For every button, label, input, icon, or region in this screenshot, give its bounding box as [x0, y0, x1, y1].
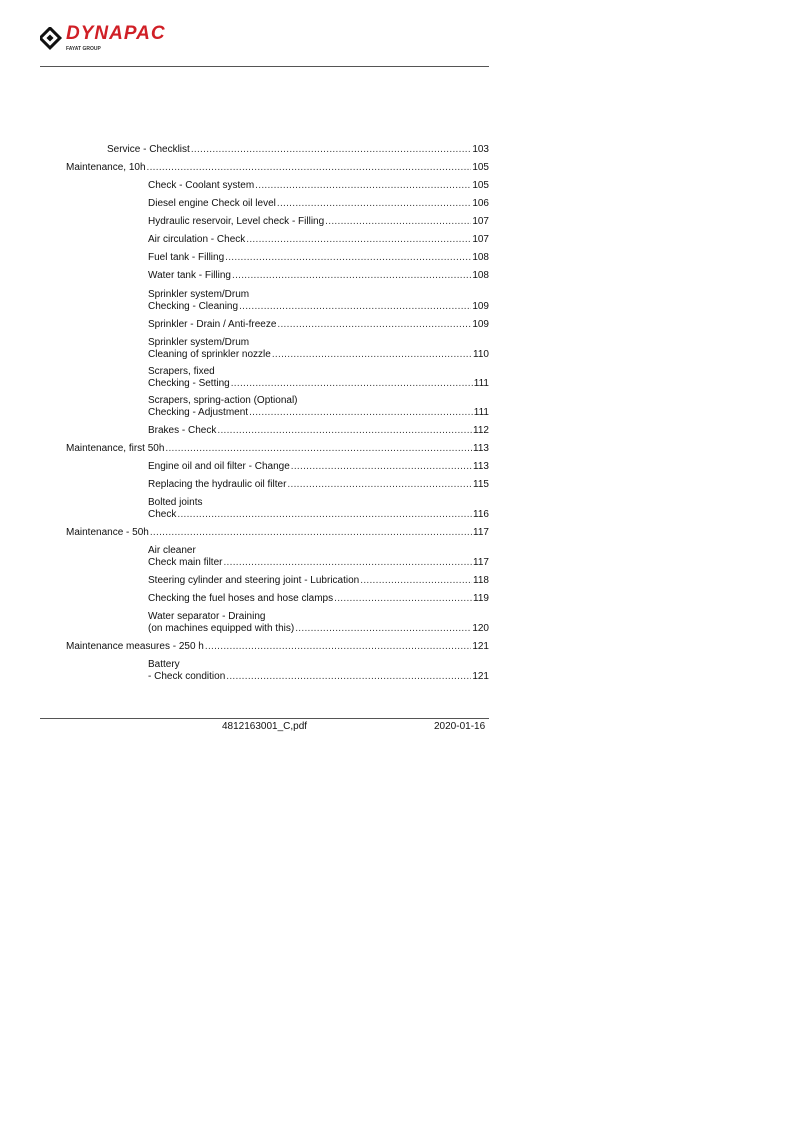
- toc-entry-title: Steering cylinder and steering joint - Lubrication: [148, 575, 360, 586]
- toc-page-number: 108: [472, 252, 489, 263]
- toc-entry-row: [148, 575, 489, 587]
- dot-leader: [147, 162, 472, 174]
- toc-entry[interactable]: [148, 252, 489, 264]
- toc-entry-row: [66, 527, 489, 539]
- toc-page-number: 103: [472, 144, 489, 155]
- toc-entry-row: [107, 144, 489, 156]
- dot-leader: [150, 527, 472, 539]
- brand-name: DYNAPAC: [66, 23, 166, 44]
- toc-entry-title: Maintenance, first 50h: [66, 443, 165, 454]
- dot-leader: [249, 407, 473, 419]
- footer-filename: 4812163001_C,pdf: [222, 721, 308, 732]
- toc-entry[interactable]: [148, 611, 489, 634]
- toc-entry-title: Air circulation - Check: [148, 234, 246, 245]
- toc-entry-title: Check - Coolant system: [148, 180, 255, 191]
- toc-entry-row: [148, 319, 489, 331]
- toc-entry-title: Checking - Adjustment: [148, 406, 249, 418]
- toc-entry-row: [148, 671, 489, 683]
- dot-leader: [277, 198, 471, 210]
- toc-page-number: 118: [473, 575, 489, 586]
- toc-page-number: 107: [472, 216, 489, 227]
- toc-entry[interactable]: [148, 395, 489, 418]
- toc-entry-row: [148, 270, 489, 282]
- toc-entry[interactable]: [148, 593, 489, 605]
- dot-leader: [239, 301, 471, 313]
- toc-page-number: 107: [472, 234, 489, 245]
- dot-leader: [191, 144, 472, 156]
- toc-entry-title-line: Water separator - Draining: [148, 611, 266, 622]
- toc-entry[interactable]: [66, 641, 489, 653]
- toc-entry-title: Water tank - Filling: [148, 270, 231, 281]
- toc-entry[interactable]: [66, 527, 489, 539]
- toc-entry-row: [66, 162, 489, 174]
- toc-page-number: 108: [472, 270, 489, 281]
- toc-entry-title: Fuel tank - Filling: [148, 252, 225, 263]
- toc-entry-title-line: Scrapers, fixed: [148, 366, 215, 377]
- toc-page-number: 121: [472, 641, 489, 652]
- toc-entry-title: Service - Checklist: [107, 144, 190, 155]
- toc-page-number: 113: [473, 461, 489, 472]
- toc-entry-title: Replacing the hydraulic oil filter: [148, 479, 287, 490]
- toc-entry-title: Check main filter: [148, 556, 223, 568]
- toc-entry[interactable]: [107, 144, 489, 156]
- toc-entry[interactable]: [148, 337, 489, 360]
- toc-entry[interactable]: [148, 270, 489, 282]
- dot-leader: [255, 180, 471, 192]
- dot-leader: [165, 443, 472, 455]
- toc-entry-title-line: Scrapers, spring-action (Optional): [148, 395, 298, 406]
- toc-entry-title: Maintenance, 10h: [66, 162, 146, 173]
- toc-page-number: 116: [473, 508, 489, 520]
- toc-entry-row: [148, 378, 489, 390]
- toc-entry[interactable]: [66, 162, 489, 174]
- toc-page-number: 117: [473, 556, 489, 568]
- toc-entry[interactable]: [148, 497, 489, 520]
- footer-rule: [40, 718, 489, 719]
- brand-subtitle: FAYAT GROUP: [66, 46, 101, 52]
- dot-leader: [272, 349, 472, 361]
- toc-entry-title: Cleaning of sprinkler nozzle: [148, 348, 271, 360]
- toc-entry-row: [148, 180, 489, 192]
- dot-leader: [232, 270, 471, 282]
- dot-leader: [231, 378, 473, 390]
- toc-page-number: 109: [472, 300, 489, 312]
- toc-entry-title: Checking the fuel hoses and hose clamps: [148, 593, 334, 604]
- dot-leader: [226, 671, 471, 683]
- toc-entry-row: [148, 623, 489, 635]
- toc-entry-row: [148, 479, 489, 491]
- dot-leader: [217, 425, 472, 437]
- toc-entry-title: Checking - Setting: [148, 377, 230, 389]
- toc-entry[interactable]: [148, 216, 489, 228]
- toc-entry-row: [148, 407, 489, 419]
- toc-page-number: 110: [473, 348, 489, 360]
- toc-entry-title: Maintenance measures - 250 h: [66, 641, 204, 652]
- toc-entry-title: Maintenance - 50h: [66, 527, 149, 538]
- toc-entry-title: (on machines equipped with this): [148, 622, 295, 634]
- toc-entry-row: [148, 234, 489, 246]
- toc-page-number: 105: [472, 162, 489, 173]
- toc-entry[interactable]: [148, 461, 489, 473]
- dot-leader: [205, 641, 471, 653]
- toc-entry[interactable]: [148, 234, 489, 246]
- toc-entry[interactable]: [148, 366, 489, 389]
- toc-entry[interactable]: [148, 198, 489, 210]
- toc-entry[interactable]: [148, 575, 489, 587]
- dot-leader: [291, 461, 472, 473]
- toc-entry[interactable]: [148, 545, 489, 568]
- toc-entry-title-line: Battery: [148, 659, 180, 670]
- dot-leader: [225, 252, 471, 264]
- toc-entry-row: [148, 593, 489, 605]
- toc-entry-row: [148, 301, 489, 313]
- dot-leader: [177, 509, 472, 521]
- toc-entry-title-line: Air cleaner: [148, 545, 196, 556]
- dot-leader: [246, 234, 471, 246]
- toc-entry-row: [148, 198, 489, 210]
- toc-entry-title: - Check condition: [148, 670, 226, 682]
- toc-entry-title-line: Bolted joints: [148, 497, 203, 508]
- toc-page-number: 120: [472, 622, 489, 634]
- toc-entry-title-line: Sprinkler system/Drum: [148, 289, 250, 300]
- toc-entry-row: [148, 461, 489, 473]
- toc-entry-row: [148, 216, 489, 228]
- toc-entry-row: [148, 509, 489, 521]
- toc-entry[interactable]: [148, 319, 489, 331]
- toc-entry-title: Brakes - Check: [148, 425, 217, 436]
- dot-leader: [287, 479, 472, 491]
- toc-entry-row: [66, 641, 489, 653]
- toc-entry-title: Engine oil and oil filter - Change: [148, 461, 290, 472]
- toc-entry[interactable]: [148, 289, 489, 312]
- dot-leader: [277, 319, 471, 331]
- toc-entry-row: [66, 443, 489, 455]
- toc-entry-row: [148, 425, 489, 437]
- toc-entry-title-line: Sprinkler system/Drum: [148, 337, 250, 348]
- toc-page-number: 112: [473, 425, 489, 436]
- dot-leader: [334, 593, 472, 605]
- toc-entry-row: [148, 252, 489, 264]
- toc-entry-title: Checking - Cleaning: [148, 300, 239, 312]
- toc-page-number: 117: [473, 527, 489, 538]
- toc-entry-title: Hydraulic reservoir, Level check - Filling: [148, 216, 325, 227]
- dot-leader: [360, 575, 472, 587]
- toc-page-number: 115: [473, 479, 489, 490]
- dot-leader: [295, 623, 471, 635]
- toc-page-number: 109: [472, 319, 489, 330]
- toc-entry-title: Sprinkler - Drain / Anti-freeze: [148, 319, 277, 330]
- toc-page-number: 105: [472, 180, 489, 191]
- toc-page-number: 113: [473, 443, 489, 454]
- toc-page-number: 106: [472, 198, 489, 209]
- toc-entry[interactable]: [66, 443, 489, 455]
- dot-leader: [325, 216, 471, 228]
- toc-entry[interactable]: [148, 659, 489, 682]
- header-rule: [40, 66, 489, 67]
- toc-entry-title: Check: [148, 508, 177, 520]
- toc-entry-row: [148, 557, 489, 569]
- toc-page-number: 111: [473, 406, 489, 418]
- toc-entry-row: [148, 349, 489, 361]
- toc-entry-title: Diesel engine Check oil level: [148, 198, 276, 209]
- toc-page-number: 111: [473, 377, 489, 389]
- toc-entry[interactable]: [148, 479, 489, 491]
- dot-leader: [223, 557, 472, 569]
- toc-entry[interactable]: [148, 180, 489, 192]
- toc-entry[interactable]: [148, 425, 489, 437]
- toc-page-number: 121: [472, 670, 489, 682]
- footer-date: 2020-01-16: [434, 721, 486, 732]
- toc-page-number: 119: [473, 593, 489, 604]
